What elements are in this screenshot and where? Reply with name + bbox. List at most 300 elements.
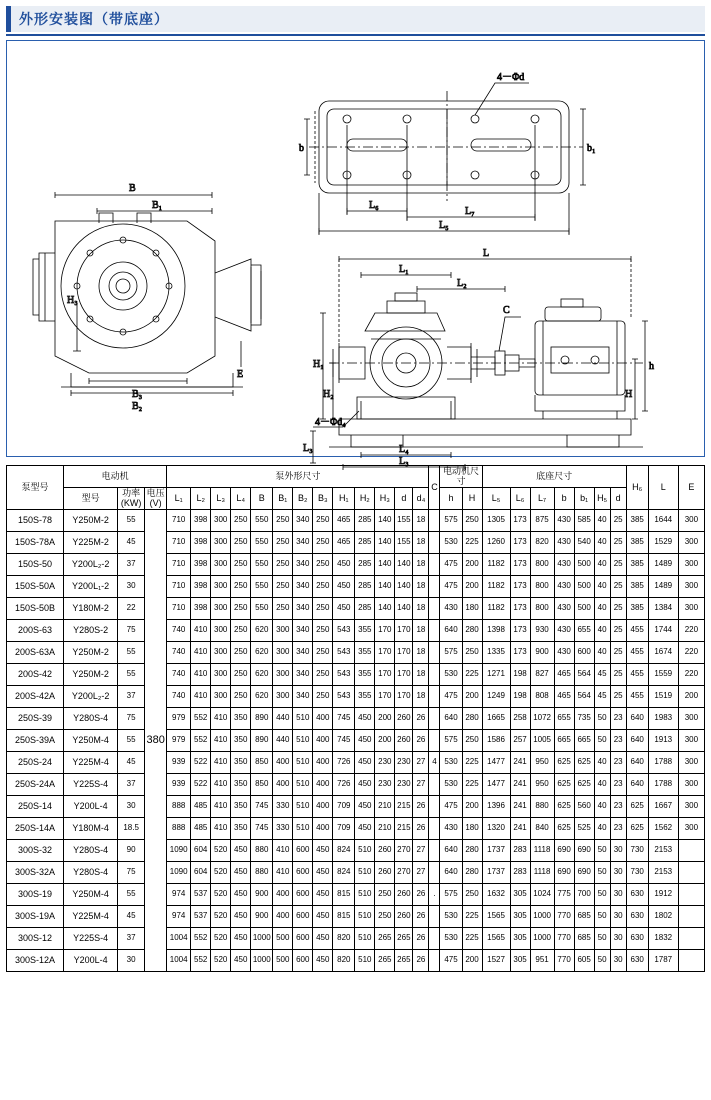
cell-L3: 410 — [211, 796, 231, 818]
table-row[interactable] — [7, 928, 705, 950]
cell-L2: 410 — [191, 686, 211, 708]
cell-H1: 820 — [333, 950, 355, 972]
cell-B3: 250 — [313, 686, 333, 708]
col-d: d — [395, 488, 413, 510]
cell-d4: 18 — [413, 576, 429, 598]
cell-L6: 173 — [510, 532, 530, 554]
cell-L1: 710 — [167, 576, 191, 598]
technical-drawing — [7, 41, 704, 467]
cell-d4: 26 — [413, 730, 429, 752]
cell-L1: 939 — [167, 774, 191, 796]
cell-L: 1983 — [648, 708, 678, 730]
cell-H5: 50 — [594, 708, 610, 730]
cell-H3: 210 — [375, 818, 395, 840]
cell-L4: 450 — [231, 928, 251, 950]
col-B3: B₃ — [313, 488, 333, 510]
cell-H2: 285 — [355, 510, 375, 532]
cell-L5: 1249 — [482, 686, 510, 708]
cell-B1: 400 — [273, 906, 293, 928]
table-row[interactable] — [7, 774, 705, 796]
cell-dd: 23 — [610, 774, 626, 796]
cell-motor-H: 225 — [462, 906, 482, 928]
cell-motor-type: Y180M-2 — [64, 598, 118, 620]
cell-power: 30 — [118, 950, 145, 972]
cell-b1: 585 — [574, 510, 594, 532]
cell-B1: 300 — [273, 686, 293, 708]
cell-L3: 520 — [211, 928, 231, 950]
cell-motor-h: 530 — [440, 906, 462, 928]
cell-H3: 140 — [375, 554, 395, 576]
cell-H6: 640 — [626, 752, 648, 774]
page-root — [0, 6, 711, 972]
cell-B3: 450 — [313, 840, 333, 862]
cell-b: 775 — [554, 884, 574, 906]
cell-b: 430 — [554, 576, 574, 598]
cell-power: 55 — [118, 642, 145, 664]
cell-L3: 300 — [211, 642, 231, 664]
cell-E: 300 — [678, 752, 704, 774]
cell-d4: 18 — [413, 642, 429, 664]
cell-L1: 740 — [167, 686, 191, 708]
cell-H5: 40 — [594, 642, 610, 664]
cell-model: 150S-78 — [7, 510, 64, 532]
cell-B3: 400 — [313, 818, 333, 840]
cell-B2: 340 — [293, 576, 313, 598]
cell-H3: 140 — [375, 576, 395, 598]
cell-L6: 173 — [510, 554, 530, 576]
cell-H2: 450 — [355, 774, 375, 796]
cell-d: 215 — [395, 796, 413, 818]
cell-L2: 485 — [191, 796, 211, 818]
table-row[interactable] — [7, 840, 705, 862]
table-row[interactable] — [7, 862, 705, 884]
cell-E: 300 — [678, 532, 704, 554]
table-row[interactable] — [7, 642, 705, 664]
col-H1: H₁ — [333, 488, 355, 510]
cell-dd: 25 — [610, 642, 626, 664]
cell-dd: 30 — [610, 884, 626, 906]
cell-H2: 510 — [355, 928, 375, 950]
cell-E: 300 — [678, 818, 704, 840]
cell-H5: 40 — [594, 752, 610, 774]
cell-L: 1802 — [648, 906, 678, 928]
cell-B2: 340 — [293, 532, 313, 554]
cell-L6: 173 — [510, 576, 530, 598]
cell-L3: 410 — [211, 752, 231, 774]
cell-L6: 305 — [510, 884, 530, 906]
cell-L4: 350 — [231, 752, 251, 774]
col-motor-dims-group: 电动机尺寸 — [440, 466, 482, 488]
cell-power: 45 — [118, 752, 145, 774]
cell-motor-h: 575 — [440, 730, 462, 752]
cell-motor-type: Y280S-2 — [64, 620, 118, 642]
cell-motor-H: 200 — [462, 686, 482, 708]
cell-H6: 640 — [626, 730, 648, 752]
cell-L5: 1586 — [482, 730, 510, 752]
cell-L1: 710 — [167, 554, 191, 576]
cell-L7: 800 — [530, 598, 554, 620]
cell-b: 430 — [554, 554, 574, 576]
cell-L3: 410 — [211, 818, 231, 840]
cell-motor-H: 250 — [462, 510, 482, 532]
cell-H2: 285 — [355, 554, 375, 576]
cell-B: 880 — [251, 862, 273, 884]
cell-b1: 735 — [574, 708, 594, 730]
cell-b: 690 — [554, 862, 574, 884]
cell-motor-H: 225 — [462, 774, 482, 796]
cell-H3: 170 — [375, 686, 395, 708]
svg-text:b: b — [299, 143, 304, 154]
cell-motor-h: 475 — [440, 554, 462, 576]
cell-dd: 25 — [610, 598, 626, 620]
spec-table-wrap — [6, 465, 705, 972]
cell-model: 200S-42A — [7, 686, 64, 708]
cell-L1: 1090 — [167, 862, 191, 884]
cell-E: 300 — [678, 554, 704, 576]
cell-motor-H: 280 — [462, 708, 482, 730]
cell-model: 300S-32 — [7, 840, 64, 862]
cell-B2: 510 — [293, 708, 313, 730]
cell-motor-type: Y280S-4 — [64, 840, 118, 862]
cell-H3: 210 — [375, 796, 395, 818]
cell-power: 55 — [118, 510, 145, 532]
cell-H5: 45 — [594, 686, 610, 708]
cell-motor-h: 575 — [440, 642, 462, 664]
cell-B1: 400 — [273, 884, 293, 906]
col-b1: b₁ — [574, 488, 594, 510]
cell-L: 1832 — [648, 928, 678, 950]
cell-b1: 605 — [574, 950, 594, 972]
table-row[interactable] — [7, 686, 705, 708]
cell-model: 200S-63A — [7, 642, 64, 664]
cell-c — [429, 532, 440, 554]
cell-c — [429, 950, 440, 972]
cell-L7: 950 — [530, 752, 554, 774]
cell-H6: 455 — [626, 642, 648, 664]
cell-H6: 630 — [626, 950, 648, 972]
cell-E: 220 — [678, 642, 704, 664]
cell-L2: 410 — [191, 642, 211, 664]
cell-L5: 1477 — [482, 774, 510, 796]
cell-dd: 25 — [610, 554, 626, 576]
cell-H3: 265 — [375, 950, 395, 972]
cell-H3: 250 — [375, 906, 395, 928]
cell-L5: 1565 — [482, 906, 510, 928]
cell-H5: 50 — [594, 730, 610, 752]
cell-L5: 1271 — [482, 664, 510, 686]
cell-L1: 740 — [167, 620, 191, 642]
cell-L3: 300 — [211, 664, 231, 686]
cell-power: 37 — [118, 928, 145, 950]
cell-motor-h: 475 — [440, 950, 462, 972]
cell-motor-h: 530 — [440, 928, 462, 950]
cell-L3: 520 — [211, 884, 231, 906]
cell-L6: 241 — [510, 796, 530, 818]
cell-B: 550 — [251, 554, 273, 576]
cell-L: 1489 — [648, 576, 678, 598]
cell-H6: 385 — [626, 510, 648, 532]
cell-H3: 230 — [375, 752, 395, 774]
cell-H5: 45 — [594, 664, 610, 686]
cell-L7: 880 — [530, 796, 554, 818]
cell-H2: 510 — [355, 906, 375, 928]
cell-b: 625 — [554, 796, 574, 818]
cell-model: 250S-39 — [7, 708, 64, 730]
cell-L6: 173 — [510, 510, 530, 532]
svg-text:B₃: B₃ — [132, 389, 143, 400]
cell-L5: 1305 — [482, 510, 510, 532]
cell-B3: 250 — [313, 532, 333, 554]
cell-H1: 726 — [333, 752, 355, 774]
cell-L5: 1398 — [482, 620, 510, 642]
cell-H2: 355 — [355, 620, 375, 642]
cell-B2: 510 — [293, 752, 313, 774]
cell-d: 270 — [395, 840, 413, 862]
cell-L4: 250 — [231, 510, 251, 532]
cell-L: 1384 — [648, 598, 678, 620]
cell-d4: 27 — [413, 840, 429, 862]
cell-H1: 543 — [333, 620, 355, 642]
col-L4: L₄ — [231, 488, 251, 510]
cell-dd: 25 — [610, 532, 626, 554]
cell-motor-h: 430 — [440, 818, 462, 840]
cell-B1: 500 — [273, 950, 293, 972]
cell-c — [429, 796, 440, 818]
cell-motor-H: 200 — [462, 576, 482, 598]
cell-motor-H: 200 — [462, 950, 482, 972]
cell-d4: 26 — [413, 906, 429, 928]
cell-L4: 250 — [231, 532, 251, 554]
cell-L3: 300 — [211, 576, 231, 598]
cell-dd: 30 — [610, 950, 626, 972]
cell-B3: 250 — [313, 576, 333, 598]
cell-B: 550 — [251, 576, 273, 598]
cell-motor-H: 225 — [462, 532, 482, 554]
cell-d: 170 — [395, 642, 413, 664]
cell-B2: 600 — [293, 840, 313, 862]
cell-H1: 745 — [333, 730, 355, 752]
cell-B3: 250 — [313, 554, 333, 576]
col-c: C — [429, 466, 440, 510]
cell-c — [429, 774, 440, 796]
cell-E: 220 — [678, 664, 704, 686]
cell-dd: 23 — [610, 708, 626, 730]
cell-b: 430 — [554, 598, 574, 620]
cell-motor-type: Y200L-4 — [64, 796, 118, 818]
cell-L2: 398 — [191, 510, 211, 532]
cell-c — [429, 598, 440, 620]
col-l: L — [648, 466, 678, 510]
table-row[interactable] — [7, 818, 705, 840]
col-B2: B₂ — [293, 488, 313, 510]
cell-L5: 1182 — [482, 598, 510, 620]
cell-b1: 500 — [574, 576, 594, 598]
svg-text:L₇: L₇ — [465, 206, 475, 217]
cell-L4: 350 — [231, 796, 251, 818]
cell-b: 655 — [554, 708, 574, 730]
cell-H6: 630 — [626, 928, 648, 950]
cell-B: 620 — [251, 642, 273, 664]
cell-c — [429, 576, 440, 598]
cell-L5: 1320 — [482, 818, 510, 840]
cell-motor-type: Y250M-2 — [64, 664, 118, 686]
cell-dd: 25 — [610, 620, 626, 642]
cell-b: 625 — [554, 752, 574, 774]
cell-d: 260 — [395, 884, 413, 906]
col-motor-type: 型号 — [64, 488, 118, 510]
cell-H3: 230 — [375, 774, 395, 796]
cell-L3: 300 — [211, 686, 231, 708]
cell-d4: 18 — [413, 598, 429, 620]
cell-b: 465 — [554, 686, 574, 708]
cell-H1: 465 — [333, 532, 355, 554]
col-d4: d₄ — [413, 488, 429, 510]
table-row[interactable] — [7, 554, 705, 576]
cell-L1: 974 — [167, 884, 191, 906]
table-row[interactable] — [7, 950, 705, 972]
cell-c: 4 — [429, 752, 440, 774]
table-row[interactable] — [7, 510, 705, 532]
cell-motor-type: Y225M-4 — [64, 906, 118, 928]
cell-L4: 450 — [231, 840, 251, 862]
cell-L: 1787 — [648, 950, 678, 972]
cell-c — [429, 686, 440, 708]
cell-L5: 1565 — [482, 928, 510, 950]
cell-H6: 730 — [626, 840, 648, 862]
table-row[interactable] — [7, 752, 705, 774]
cell-motor-type: Y225S-4 — [64, 928, 118, 950]
cell-H2: 510 — [355, 950, 375, 972]
col-power: 功率(KW) — [118, 488, 145, 510]
cell-L5: 1335 — [482, 642, 510, 664]
cell-motor-h: 530 — [440, 664, 462, 686]
cell-d4: 27 — [413, 774, 429, 796]
cell-L6: 198 — [510, 664, 530, 686]
cell-L5: 1737 — [482, 862, 510, 884]
col-b: b — [554, 488, 574, 510]
cell-L5: 1396 — [482, 796, 510, 818]
cell-model: 200S-63 — [7, 620, 64, 642]
cell-motor-H: 250 — [462, 642, 482, 664]
cell-H2: 510 — [355, 862, 375, 884]
col-pump-dims-group: 泵外形尺寸 — [167, 466, 429, 488]
cell-L5: 1665 — [482, 708, 510, 730]
cell-b: 770 — [554, 906, 574, 928]
table-row[interactable] — [7, 664, 705, 686]
cell-L1: 1004 — [167, 950, 191, 972]
cell-L1: 1004 — [167, 928, 191, 950]
svg-text:L₃: L₃ — [399, 456, 409, 467]
cell-c — [429, 730, 440, 752]
table-row[interactable] — [7, 708, 705, 730]
cell-B: 880 — [251, 840, 273, 862]
cell-d: 170 — [395, 686, 413, 708]
table-row[interactable] — [7, 884, 705, 906]
cell-c — [429, 862, 440, 884]
table-row[interactable] — [7, 532, 705, 554]
cell-L3: 520 — [211, 840, 231, 862]
cell-H2: 355 — [355, 642, 375, 664]
table-row[interactable] — [7, 796, 705, 818]
cell-motor-H: 200 — [462, 554, 482, 576]
cell-dd: 23 — [610, 752, 626, 774]
cell-d: 140 — [395, 554, 413, 576]
cell-d: 215 — [395, 818, 413, 840]
cell-L: 1562 — [648, 818, 678, 840]
cell-L6: 305 — [510, 906, 530, 928]
table-row[interactable] — [7, 598, 705, 620]
cell-L1: 979 — [167, 730, 191, 752]
cell-c — [429, 554, 440, 576]
cell-power: 75 — [118, 620, 145, 642]
svg-text:C: C — [503, 305, 510, 316]
cell-E: 220 — [678, 620, 704, 642]
cell-model: 200S-42 — [7, 664, 64, 686]
cell-L1: 1090 — [167, 840, 191, 862]
svg-text:L₃: L₃ — [303, 443, 313, 454]
cell-B3: 450 — [313, 906, 333, 928]
cell-L1: 974 — [167, 906, 191, 928]
cell-B2: 600 — [293, 928, 313, 950]
cell-motor-H: 280 — [462, 862, 482, 884]
cell-L: 1913 — [648, 730, 678, 752]
cell-c — [429, 906, 440, 928]
cell-L: 2153 — [648, 840, 678, 862]
cell-B3: 400 — [313, 752, 333, 774]
table-row[interactable] — [7, 906, 705, 928]
col-H5: H₅ — [594, 488, 610, 510]
cell-H6: 640 — [626, 708, 648, 730]
cell-B: 1000 — [251, 950, 273, 972]
col-L3: L₃ — [211, 488, 231, 510]
cell-b: 430 — [554, 620, 574, 642]
table-row[interactable] — [7, 730, 705, 752]
cell-B3: 450 — [313, 950, 333, 972]
cell-motor-type: Y250M-2 — [64, 642, 118, 664]
cell-motor-h: 475 — [440, 576, 462, 598]
cell-model: 150S-78A — [7, 532, 64, 554]
table-row[interactable] — [7, 620, 705, 642]
table-row[interactable] — [7, 576, 705, 598]
cell-E: 200 — [678, 686, 704, 708]
cell-H1: 543 — [333, 664, 355, 686]
cell-H1: 824 — [333, 840, 355, 862]
cell-L6: 283 — [510, 840, 530, 862]
cell-L7: 1118 — [530, 862, 554, 884]
cell-E: 300 — [678, 510, 704, 532]
cell-c — [429, 928, 440, 950]
cell-L4: 250 — [231, 664, 251, 686]
cell-B2: 600 — [293, 884, 313, 906]
cell-L2: 410 — [191, 664, 211, 686]
cell-c — [429, 642, 440, 664]
cell-B: 900 — [251, 884, 273, 906]
spec-table — [6, 465, 705, 972]
cell-motor-h: 575 — [440, 510, 462, 532]
cell-power: 18.5 — [118, 818, 145, 840]
cell-model: 250S-14 — [7, 796, 64, 818]
cell-B2: 510 — [293, 730, 313, 752]
col-L5: L₅ — [482, 488, 510, 510]
cell-H2: 450 — [355, 752, 375, 774]
cell-H6: 640 — [626, 774, 648, 796]
cell-d: 155 — [395, 510, 413, 532]
cell-c — [429, 620, 440, 642]
cell-B1: 250 — [273, 554, 293, 576]
cell-d: 155 — [395, 532, 413, 554]
cell-H5: 50 — [594, 862, 610, 884]
cell-power: 30 — [118, 796, 145, 818]
